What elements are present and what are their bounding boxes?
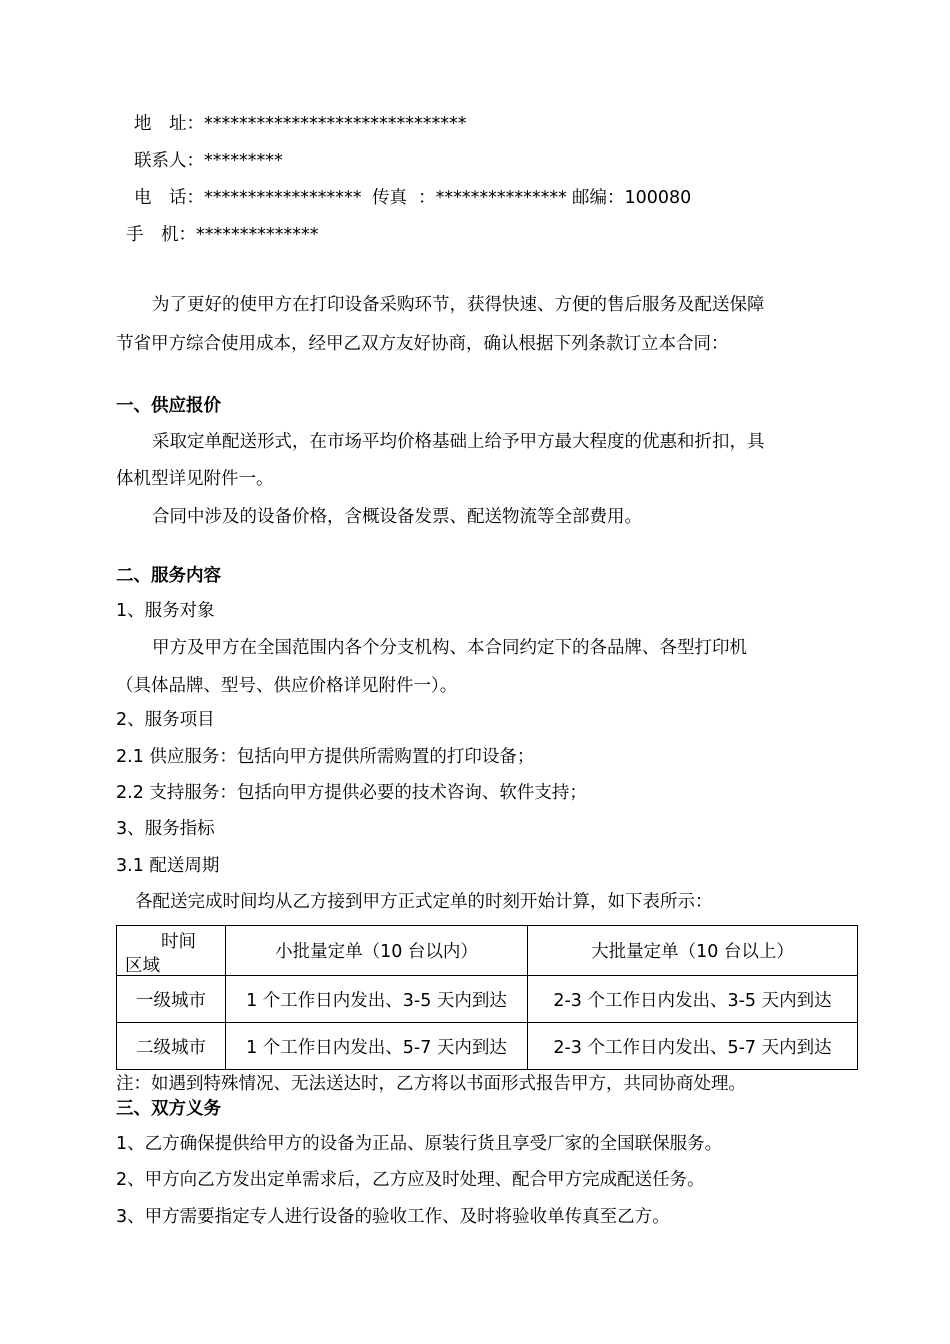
fax-row <box>372 186 567 210</box>
table-row <box>117 976 858 1023</box>
corner-time-label: 时间 <box>161 932 196 952</box>
supply-service: 2.1 供应服务：包括向甲方提供所需购置的打印设备； <box>116 747 535 767</box>
zip-value: 100080 <box>624 188 692 208</box>
phone-row <box>134 186 362 210</box>
phone-label: 电 话： <box>134 188 204 208</box>
row-large-batch: 2-3 个工作日内发出、5-7 天内到达 <box>528 1023 858 1070</box>
address-label: 地 址： <box>134 114 204 134</box>
zip-label: 邮编： <box>572 188 625 208</box>
contact-person-row <box>134 149 283 173</box>
section-1-p1-line-1: 采取定单配送形式，在市场平均价格基础上给予甲方最大程度的优惠和折扣，具 <box>152 432 765 452</box>
row-large-batch: 2-3 个工作日内发出、3-5 天内到达 <box>528 976 858 1023</box>
section-1-heading: 一、供应报价 <box>116 396 221 416</box>
address-row <box>134 112 467 136</box>
support-service: 2.2 支持服务：包括向甲方提供必要的技术咨询、软件支持； <box>116 783 587 803</box>
intro-line-1: 为了更好的使甲方在打印设备采购环节，获得快速、方便的售后服务及配送保障 <box>152 295 765 315</box>
fax-label: 传真 ： <box>372 188 436 208</box>
obligation-3: 3、甲方需要指定专人进行设备的验收工作、及时将验收单传真至乙方。 <box>116 1207 670 1227</box>
service-target-heading: 1、服务对象 <box>116 601 215 621</box>
section-2-heading: 二、服务内容 <box>116 566 221 586</box>
table-note: 注：如遇到特殊情况、无法送达时，乙方将以书面形式报告甲方，共同协商处理。 <box>116 1074 746 1094</box>
row-small-batch: 1 个工作日内发出、5-7 天内到达 <box>226 1023 528 1070</box>
row-small-batch: 1 个工作日内发出、3-5 天内到达 <box>226 976 528 1023</box>
mobile-label: 手 机： <box>126 225 196 245</box>
table-intro: 各配送完成时间均从乙方接到甲方正式定单的时刻开始计算，如下表所示： <box>135 892 713 912</box>
table-row <box>117 1023 858 1070</box>
section-1-p2: 合同中涉及的设备价格，含概设备发票、配送物流等全部费用。 <box>152 507 642 527</box>
delivery-table <box>116 925 858 1070</box>
col-header-small-batch: 小批量定单（10 台以内） <box>226 926 528 976</box>
intro-line-2: 节省甲方综合使用成本，经甲乙双方友好协商，确认根据下列条款订立本合同： <box>116 334 729 354</box>
section-3-heading: 三、双方义务 <box>116 1099 221 1119</box>
address-value: ****************************** <box>204 114 467 134</box>
section-1-p1-line-2: 体机型详见附件一。 <box>116 469 274 489</box>
contact-person-value: ********* <box>204 151 283 171</box>
service-metrics-heading: 3、服务指标 <box>116 819 215 839</box>
phone-value: ****************** <box>204 188 362 208</box>
zip-row <box>572 186 691 210</box>
obligation-1: 1、乙方确保提供给甲方的设备为正品、原装行货且享受厂家的全国联保服务。 <box>116 1134 723 1154</box>
service-target-line-2: （具体品牌、型号、供应价格详见附件一）。 <box>116 676 458 696</box>
obligation-2: 2、甲方向乙方发出定单需求后，乙方应及时处理、配合甲方完成配送任务。 <box>116 1170 705 1190</box>
fax-value: *************** <box>435 188 567 208</box>
row-region: 二级城市 <box>117 1023 226 1070</box>
table-header-row <box>117 926 858 976</box>
col-header-large-batch: 大批量定单（10 台以上） <box>528 926 858 976</box>
table-corner-cell <box>117 926 226 976</box>
mobile-value: ************** <box>196 225 319 245</box>
service-target-line-1: 甲方及甲方在全国范围内各个分支机构、本合同约定下的各品牌、各型打印机 <box>152 638 747 658</box>
row-region: 一级城市 <box>117 976 226 1023</box>
service-items-heading: 2、服务项目 <box>116 710 215 730</box>
delivery-cycle-heading: 3.1 配送周期 <box>116 856 220 876</box>
mobile-row <box>126 223 319 247</box>
corner-region-label: 区域 <box>125 956 160 976</box>
contact-person-label: 联系人： <box>134 151 204 171</box>
